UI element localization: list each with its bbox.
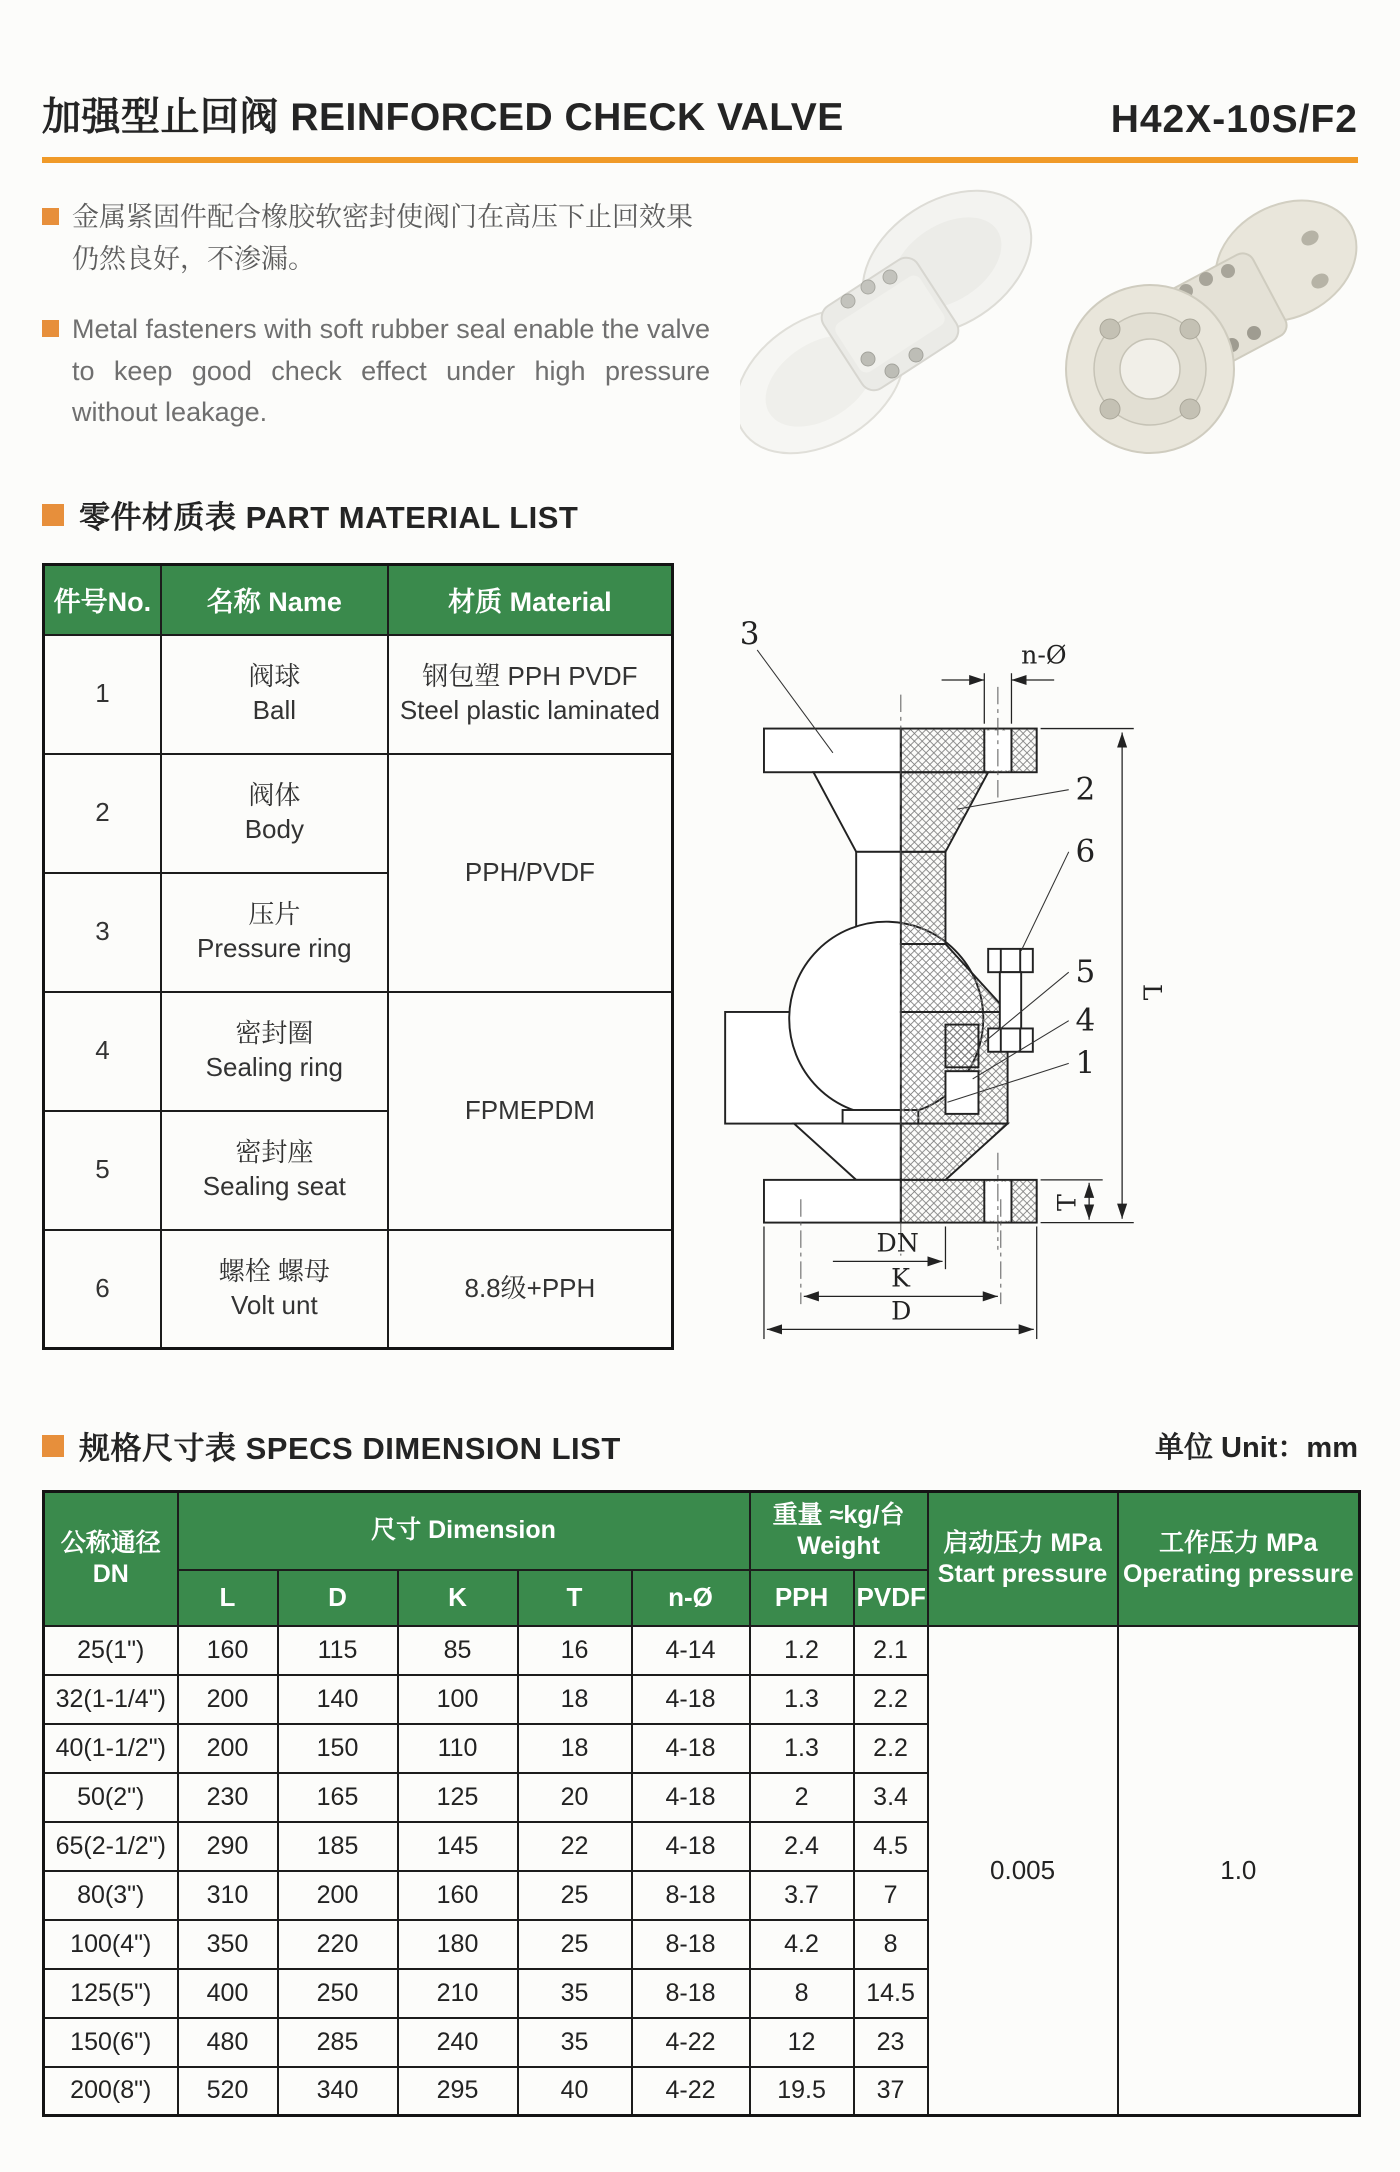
part-material: PPH/PVDF — [388, 754, 673, 992]
specs-cell-K: 210 — [398, 1969, 518, 2018]
specs-cell-dn: 40(1-1/2") — [44, 1724, 178, 1773]
dim-label-K: K — [891, 1263, 910, 1293]
specs-cell-pph: 19.5 — [750, 2067, 854, 2116]
part-name-en: Pressure ring — [197, 933, 352, 964]
specs-cell-D: 220 — [278, 1920, 398, 1969]
part-material: FPMEPDM — [388, 992, 673, 1230]
specs-subheader-PPH: PPH — [750, 1570, 854, 1626]
part-material: 8.8级+PPH — [388, 1230, 673, 1349]
specs-cell-pph: 1.3 — [750, 1675, 854, 1724]
specs-cell-L: 310 — [178, 1871, 278, 1920]
part-name-zh: 阀球 — [248, 661, 301, 692]
specs-cell-dn: 125(5") — [44, 1969, 178, 2018]
parts-header-material: 材质 Material — [388, 565, 673, 635]
specs-header-row-1 — [44, 1492, 1360, 1570]
middle-region — [42, 563, 1358, 1393]
product-photo-white-valve — [740, 183, 1040, 455]
start-pressure-value: 0.005 — [928, 1626, 1118, 2116]
specs-table — [42, 1490, 1361, 2117]
specs-cell-D: 150 — [278, 1724, 398, 1773]
part-no: 3 — [44, 873, 161, 992]
specs-cell-D: 185 — [278, 1822, 398, 1871]
specs-cell-pph: 1.2 — [750, 1626, 854, 1675]
specs-cell-L: 480 — [178, 2018, 278, 2067]
specs-cell-T: 35 — [518, 2018, 632, 2067]
part-name-zh: 阀体 — [248, 780, 301, 811]
part-material-table — [42, 563, 674, 1350]
unit-label: 单位 Unit：mm — [1154, 1432, 1358, 1465]
specs-cell-n: 8-18 — [632, 1920, 750, 1969]
specs-cell-D: 200 — [278, 1871, 398, 1920]
specs-cell-pvdf: 8 — [854, 1920, 928, 1969]
specs-cell-K: 240 — [398, 2018, 518, 2067]
part-name-zh: 螺栓 螺母 — [218, 1256, 330, 1287]
part-name-zh: 密封圈 — [235, 1018, 314, 1049]
part-material-zh: 钢包塑 PPH PVDF — [422, 661, 638, 692]
specs-cell-T: 20 — [518, 1773, 632, 1822]
part-name-zh: 压片 — [248, 899, 301, 930]
specs-header-start-en: Start pressure — [937, 1559, 1108, 1588]
part-material — [388, 635, 673, 754]
specs-cell-T: 18 — [518, 1724, 632, 1773]
callout-2: 2 — [1075, 771, 1096, 808]
specs-subheader-T: T — [518, 1570, 632, 1626]
specs-cell-pvdf: 2.2 — [854, 1675, 928, 1724]
callout-1: 1 — [1075, 1045, 1096, 1082]
part-name-en: Ball — [252, 695, 296, 726]
part-name — [161, 635, 388, 754]
specs-cell-L: 520 — [178, 2067, 278, 2116]
specs-section-title — [42, 1423, 1358, 1468]
part-material-section-title — [42, 492, 1358, 537]
specs-cell-T: 16 — [518, 1626, 632, 1675]
specs-cell-L: 350 — [178, 1920, 278, 1969]
part-no: 4 — [44, 992, 161, 1111]
model-number: H42X-10S/F2 — [1110, 98, 1358, 141]
part-name-en: Sealing ring — [205, 1052, 343, 1083]
specs-cell-pvdf: 7 — [854, 1871, 928, 1920]
specs-cell-pvdf: 3.4 — [854, 1773, 928, 1822]
specs-subheader-D: D — [278, 1570, 398, 1626]
dim-label-L: L — [1137, 984, 1167, 1001]
specs-cell-n: 4-18 — [632, 1675, 750, 1724]
specs-cell-dn: 25(1") — [44, 1626, 178, 1675]
specs-cell-pph: 3.7 — [750, 1871, 854, 1920]
specs-row — [44, 1626, 1360, 1675]
bullet-square-icon — [42, 320, 59, 337]
part-name — [161, 1230, 388, 1349]
valve-cross-section-drawing — [697, 563, 1357, 1393]
specs-cell-pvdf: 14.5 — [854, 1969, 928, 2018]
callout-3: 3 — [739, 616, 760, 653]
specs-cell-D: 140 — [278, 1675, 398, 1724]
parts-row — [44, 635, 673, 754]
specs-cell-dn: 32(1-1/4") — [44, 1675, 178, 1724]
specs-cell-n: 4-22 — [632, 2018, 750, 2067]
specs-cell-pph: 1.3 — [750, 1724, 854, 1773]
specs-cell-n: 8-18 — [632, 1871, 750, 1920]
part-name-zh: 密封座 — [235, 1137, 314, 1168]
specs-cell-K: 85 — [398, 1626, 518, 1675]
part-no: 1 — [44, 635, 161, 754]
section-square-icon — [42, 1435, 64, 1457]
specs-cell-K: 295 — [398, 2067, 518, 2116]
specs-cell-dn: 50(2") — [44, 1773, 178, 1822]
specs-cell-L: 200 — [178, 1724, 278, 1773]
specs-cell-T: 40 — [518, 2067, 632, 2116]
specs-subheader-K: K — [398, 1570, 518, 1626]
specs-cell-T: 35 — [518, 1969, 632, 2018]
specs-cell-dn: 100(4") — [44, 1920, 178, 1969]
specs-cell-n: 4-18 — [632, 1773, 750, 1822]
parts-row — [44, 992, 673, 1111]
page-title: 加强型止回阀 REINFORCED CHECK VALVE — [42, 96, 844, 139]
part-name — [161, 873, 388, 992]
part-name-en: Body — [244, 814, 304, 845]
specs-cell-L: 290 — [178, 1822, 278, 1871]
specs-cell-K: 125 — [398, 1773, 518, 1822]
specs-cell-pph: 4.2 — [750, 1920, 854, 1969]
callout-5: 5 — [1075, 954, 1096, 991]
dim-label-n-dia: n-Ø — [1021, 640, 1067, 670]
part-material-title-text: 零件材质表 PART MATERIAL LIST — [79, 500, 579, 536]
specs-header-start-pressure — [928, 1492, 1118, 1626]
specs-cell-n: 4-14 — [632, 1626, 750, 1675]
specs-cell-K: 145 — [398, 1822, 518, 1871]
specs-header-operating-pressure — [1118, 1492, 1360, 1626]
specs-cell-pvdf: 2.2 — [854, 1724, 928, 1773]
accent-rule — [42, 157, 1358, 163]
part-name — [161, 992, 388, 1111]
operating-pressure-value: 1.0 — [1118, 1626, 1360, 2116]
specs-header-start-zh: 启动压力 MPa — [943, 1528, 1102, 1557]
specs-header-dn-zh: 公称通径 — [60, 1528, 161, 1557]
bullet-en-text: Metal fasteners with soft rubber seal enable the valve to keep good check effect under high pressure without leakage. — [72, 313, 710, 428]
specs-cell-T: 25 — [518, 1871, 632, 1920]
parts-row — [44, 1230, 673, 1349]
specs-cell-D: 250 — [278, 1969, 398, 2018]
part-name — [161, 754, 388, 873]
specs-header-dimension-group: 尺寸 Dimension — [178, 1492, 750, 1570]
callout-4: 4 — [1075, 1002, 1096, 1039]
specs-cell-dn: 65(2-1/2") — [44, 1822, 178, 1871]
parts-header-name: 名称 Name — [161, 565, 388, 635]
technical-drawing — [674, 563, 1358, 1393]
part-name-en: Volt unt — [230, 1289, 318, 1320]
specs-cell-T: 25 — [518, 1920, 632, 1969]
specs-cell-K: 160 — [398, 1871, 518, 1920]
parts-header-no: 件号No. — [44, 565, 161, 635]
bullet-zh — [42, 197, 710, 281]
callout-6: 6 — [1075, 833, 1096, 870]
specs-header-weight-zh: 重量 ≈kg/台 — [772, 1500, 905, 1529]
intro-bullets — [42, 197, 710, 462]
specs-cell-K: 110 — [398, 1724, 518, 1773]
specs-header-op-en: Operating pressure — [1122, 1559, 1354, 1588]
specs-cell-n: 8-18 — [632, 1969, 750, 2018]
specs-subheader-L: L — [178, 1570, 278, 1626]
parts-row — [44, 754, 673, 873]
specs-cell-L: 160 — [178, 1626, 278, 1675]
dim-label-T: T — [1052, 1194, 1082, 1212]
specs-cell-K: 180 — [398, 1920, 518, 1969]
specs-cell-L: 400 — [178, 1969, 278, 2018]
specs-subheader-n-dia: n-Ø — [632, 1570, 750, 1626]
specs-cell-L: 230 — [178, 1773, 278, 1822]
specs-cell-pvdf: 2.1 — [854, 1626, 928, 1675]
header — [42, 0, 1358, 142]
specs-cell-T: 22 — [518, 1822, 632, 1871]
specs-header-dn — [44, 1492, 178, 1626]
part-no: 6 — [44, 1230, 161, 1349]
specs-cell-n: 4-18 — [632, 1822, 750, 1871]
specs-header-weight-group — [750, 1492, 928, 1570]
intro-section — [42, 197, 1358, 462]
parts-header-row — [44, 565, 673, 635]
specs-cell-T: 18 — [518, 1675, 632, 1724]
dim-label-D: D — [891, 1296, 912, 1326]
specs-cell-pph: 8 — [750, 1969, 854, 2018]
specs-cell-pph: 2.4 — [750, 1822, 854, 1871]
specs-header-weight-en: Weight — [797, 1531, 880, 1560]
product-photos — [710, 183, 1358, 462]
bullet-square-icon — [42, 208, 59, 225]
specs-table-body — [44, 1626, 1360, 2116]
dim-label-DN: DN — [876, 1228, 919, 1258]
specs-cell-D: 340 — [278, 2067, 398, 2116]
part-material-en: Steel plastic laminated — [399, 695, 660, 726]
specs-cell-n: 4-22 — [632, 2067, 750, 2116]
specs-title-text: 规格尺寸表 SPECS DIMENSION LIST — [79, 1431, 621, 1467]
specs-cell-n: 4-18 — [632, 1724, 750, 1773]
specs-subheader-PVDF: PVDF — [854, 1570, 928, 1626]
specs-cell-K: 100 — [398, 1675, 518, 1724]
part-name-en: Sealing seat — [202, 1171, 346, 1202]
specs-cell-pvdf: 23 — [854, 2018, 928, 2067]
specs-cell-D: 165 — [278, 1773, 398, 1822]
specs-cell-pvdf: 37 — [854, 2067, 928, 2116]
specs-cell-D: 115 — [278, 1626, 398, 1675]
specs-cell-pph: 2 — [750, 1773, 854, 1822]
part-no: 5 — [44, 1111, 161, 1230]
part-no: 2 — [44, 754, 161, 873]
specs-header-op-zh: 工作压力 MPa — [1159, 1528, 1318, 1557]
specs-cell-L: 200 — [178, 1675, 278, 1724]
specs-cell-dn: 80(3") — [44, 1871, 178, 1920]
bullet-zh-text: 金属紧固件配合橡胶软密封使阀门在高压下止回效果仍然良好，不渗漏。 — [72, 202, 693, 274]
specs-cell-dn: 150(6") — [44, 2018, 178, 2067]
part-name — [161, 1111, 388, 1230]
bullet-en — [42, 309, 710, 435]
specs-cell-D: 285 — [278, 2018, 398, 2067]
specs-header-dn-en: DN — [92, 1559, 129, 1588]
specs-cell-pph: 12 — [750, 2018, 854, 2067]
section-square-icon — [42, 504, 64, 526]
specs-cell-pvdf: 4.5 — [854, 1822, 928, 1871]
product-photo-beige-valve — [1058, 183, 1358, 455]
specs-cell-dn: 200(8") — [44, 2067, 178, 2116]
